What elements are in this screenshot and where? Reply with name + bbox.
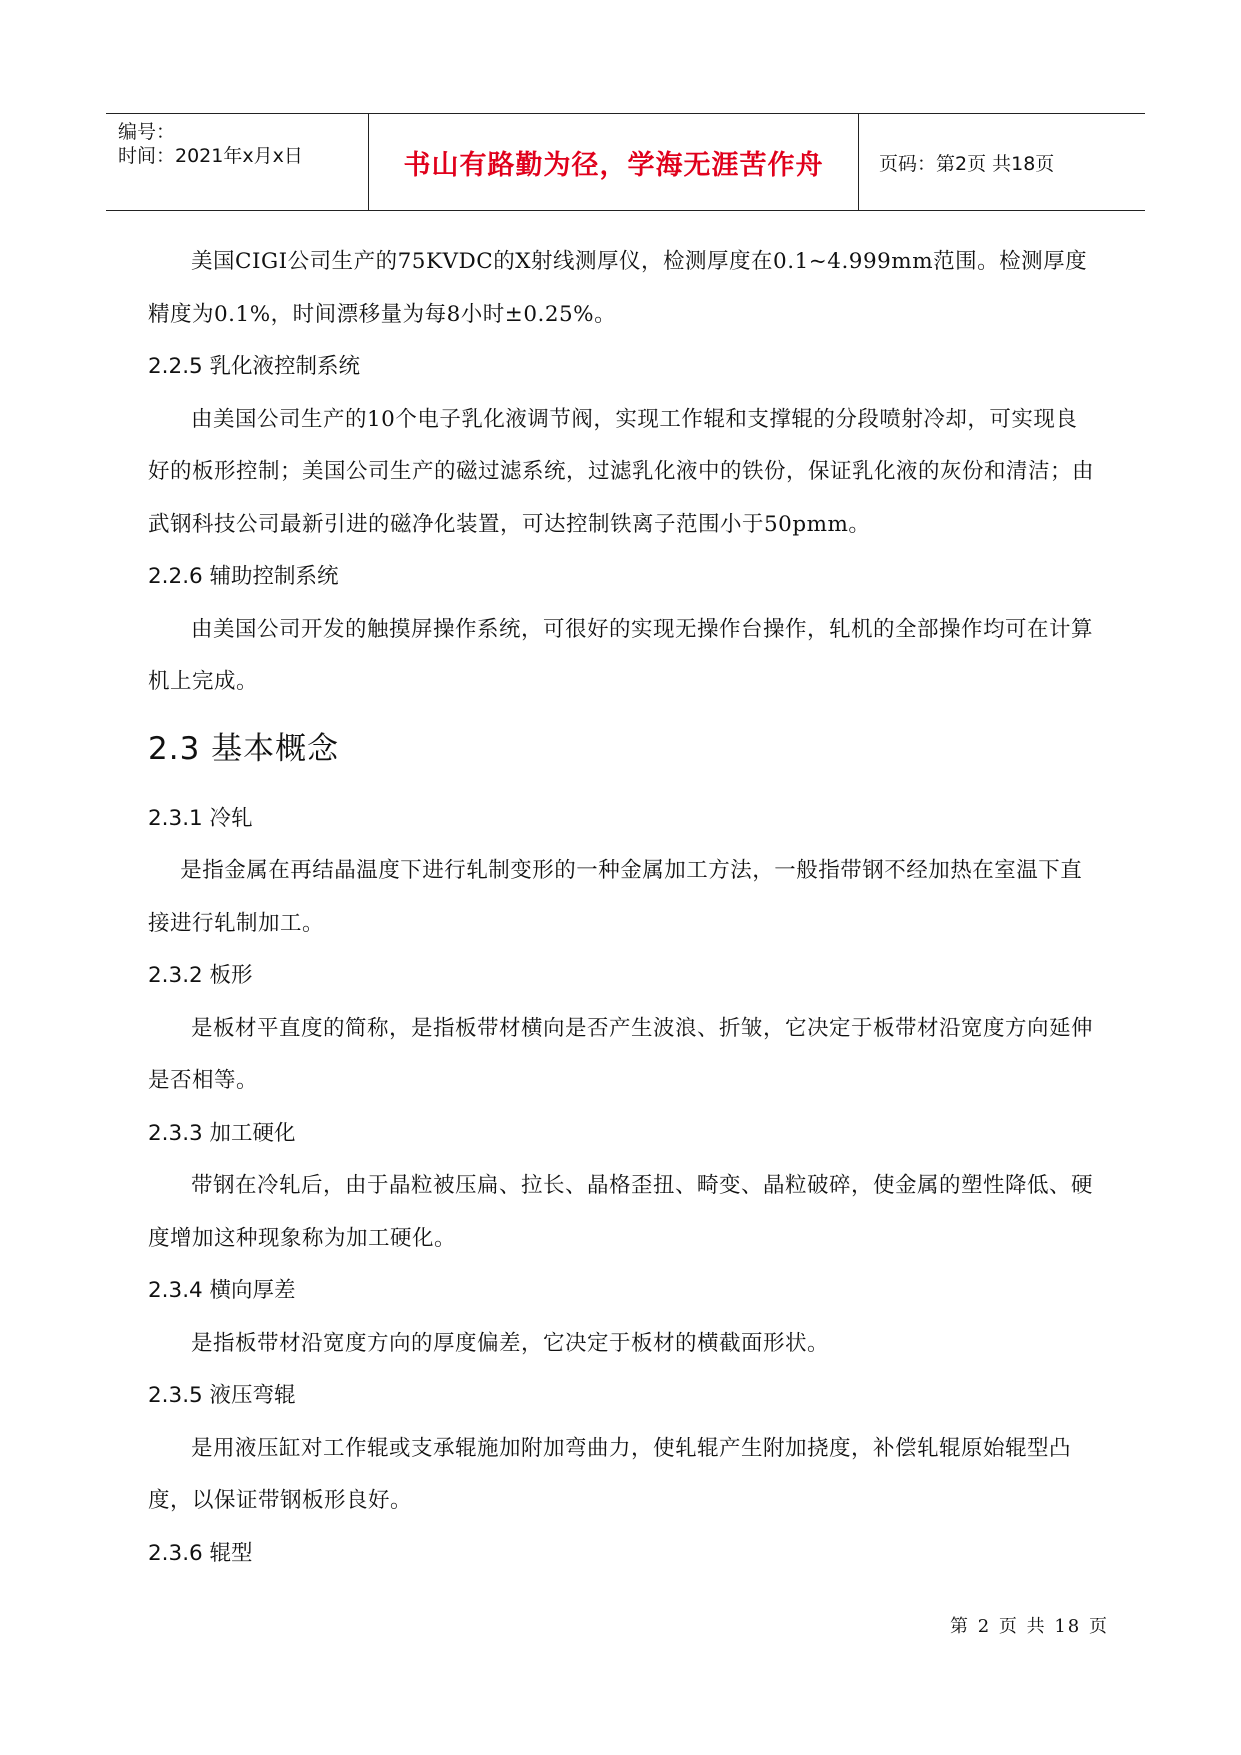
subheading-2-3-2: 2.3.2 板形 [148,963,253,988]
paragraph: 美国CIGI公司生产的75KVDC的X射线测厚仪，检测厚度在0.1~4.999mm范围。检测厚度精度为0.1%，时间漂移量为每8小时±0.25%。 [148,249,1088,327]
subheading-2-3-6: 2.3.6 辊型 [148,1540,253,1566]
paragraph: 由美国公司生产的10个电子乳化液调节阀，实现工作辊和支撑辊的分段喷射冷却，可实现良好的板形控制；美国公司生产的磁过滤系统，过滤乳化液中的铁份，保证乳化液的灰份和清洁；由武钢科技公司最新引进的磁净化装置，可达控制铁离子范围小于50pmm。 [148,406,1095,537]
subheading-2-2-5: 2.2.5 乳化液控制系统 [148,354,361,379]
header-table [106,113,1145,211]
paragraph: 是用液压缸对工作辊或支承辊施加附加弯曲力，使轧辊产生附加挠度，补偿轧辊原始辊型凸度，以保证带钢板形良好。 [148,1435,1072,1513]
page-footer: 第 2 页 共 18 页 [950,1616,1109,1637]
time-label: 时间：2021年x月x日 [118,145,303,167]
header-motto-cell [368,114,859,210]
paragraph: 是指板带材沿宽度方向的厚度偏差，它决定于板材的横截面形状。 [191,1330,830,1356]
header-page-cell [859,114,1145,210]
serial-label: 编号： [118,121,176,143]
paragraph: 由美国公司开发的触摸屏操作系统，可很好的实现无操作台操作，轧机的全部操作均可在计算机上完成。 [148,616,1094,694]
section-heading-2-3: 2.3 基本概念 [148,730,340,767]
paragraph: 是板材平直度的简称，是指板带材横向是否产生波浪、折皱，它决定于板带材沿宽度方向延伸是否相等。 [148,1015,1094,1093]
header-page-info: 页码：第2页 共18页 [879,152,1055,175]
document-body [148,236,1098,1580]
header-motto: 书山有路勤为径，学海无涯苦作舟 [403,149,824,181]
subheading-2-2-6: 2.2.6 辅助控制系统 [148,564,339,589]
subheading-2-3-4: 2.3.4 横向厚差 [148,1278,296,1303]
subheading-2-3-5: 2.3.5 液压弯辊 [148,1383,296,1408]
subheading-2-3-3: 2.3.3 加工硬化 [148,1120,296,1146]
subheading-2-3-1: 2.3.1 冷轧 [148,805,253,831]
paragraph: 带钢在冷轧后，由于晶粒被压扁、拉长、晶格歪扭、畸变、晶粒破碎，使金属的塑性降低、硬度增加这种现象称为加工硬化。 [148,1173,1094,1251]
header-meta-cell [106,114,368,210]
paragraph: 是指金属在再结晶温度下进行轧制变形的一种金属加工方法，一般指带钢不经加热在室温下直接进行轧制加工。 [148,858,1083,936]
